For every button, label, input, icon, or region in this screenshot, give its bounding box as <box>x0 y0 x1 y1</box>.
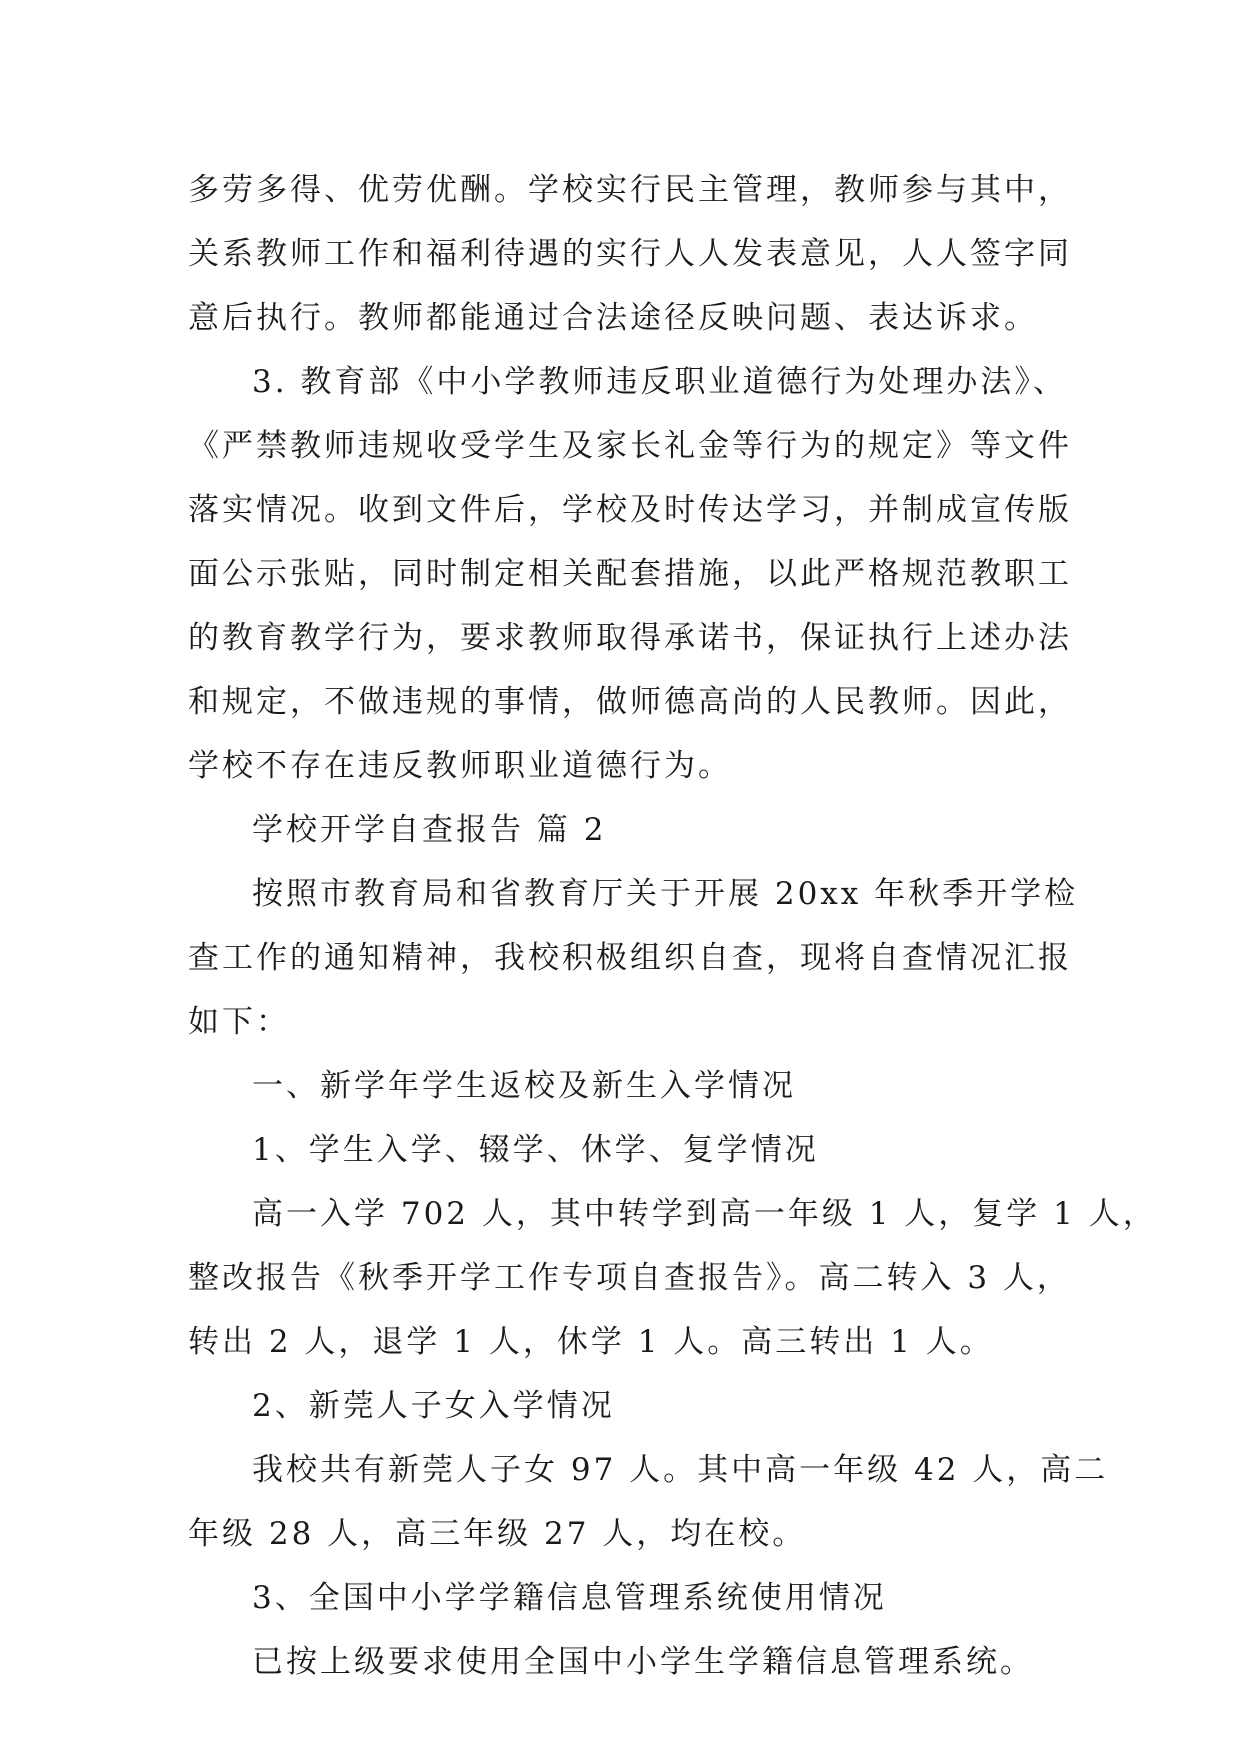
paragraph-line: 面公示张贴，同时制定相关配套措施，以此严格规范教职工 <box>188 556 1072 592</box>
paragraph-line: 学校不存在违反教师职业道德行为。 <box>188 748 732 784</box>
paragraph-line: 高一入学 702 人，其中转学到高一年级 1 人，复学 1 人， <box>252 1196 1157 1232</box>
document-body <box>188 158 1157 1694</box>
paragraph-line: 按照市教育局和省教育厅关于开展 20xx 年秋季开学检 <box>252 876 1079 912</box>
paragraph-line: 的教育教学行为，要求教师取得承诺书，保证执行上述办法 <box>188 620 1072 656</box>
paragraph-line: 年级 28 人，高三年级 27 人，均在校。 <box>188 1516 807 1552</box>
paragraph-line: 《严禁教师违规收受学生及家长礼金等行为的规定》等文件 <box>188 428 1072 464</box>
paragraph-line: 已按上级要求使用全国中小学生学籍信息管理系统。 <box>252 1644 1034 1680</box>
paragraph-line: 和规定，不做违规的事情，做师德高尚的人民教师。因此， <box>188 684 1072 720</box>
subsection-heading: 1、学生入学、辍学、休学、复学情况 <box>252 1132 819 1168</box>
paragraph-line: 转出 2 人，退学 1 人，休学 1 人。高三转出 1 人。 <box>188 1324 994 1360</box>
paragraph-line: 关系教师工作和福利待遇的实行人人发表意见，人人签字同 <box>188 236 1072 272</box>
paragraph-line: 查工作的通知精神，我校积极组织自查，现将自查情况汇报 <box>188 940 1072 976</box>
subsection-heading: 2、新莞人子女入学情况 <box>252 1388 615 1424</box>
paragraph-line: 多劳多得、优劳优酬。学校实行民主管理，教师参与其中， <box>188 172 1072 208</box>
paragraph-line: 如下： <box>188 1004 290 1040</box>
paragraph-line: 整改报告《秋季开学工作专项自查报告》。高二转入 3 人， <box>188 1260 1071 1296</box>
paragraph-line: 意后执行。教师都能通过合法途径反映问题、表达诉求。 <box>188 300 1038 336</box>
paragraph-line: 3. 教育部《中小学教师违反职业道德行为处理办法》、 <box>252 364 1067 400</box>
paragraph-line: 我校共有新莞人子女 97 人。其中高一年级 42 人，高二 <box>252 1452 1109 1488</box>
section-heading: 学校开学自查报告 篇 2 <box>252 812 607 848</box>
subsection-heading: 一、新学年学生返校及新生入学情况 <box>252 1068 796 1104</box>
paragraph-line: 落实情况。收到文件后，学校及时传达学习，并制成宣传版 <box>188 492 1072 528</box>
subsection-heading: 3、全国中小学学籍信息管理系统使用情况 <box>252 1580 887 1616</box>
